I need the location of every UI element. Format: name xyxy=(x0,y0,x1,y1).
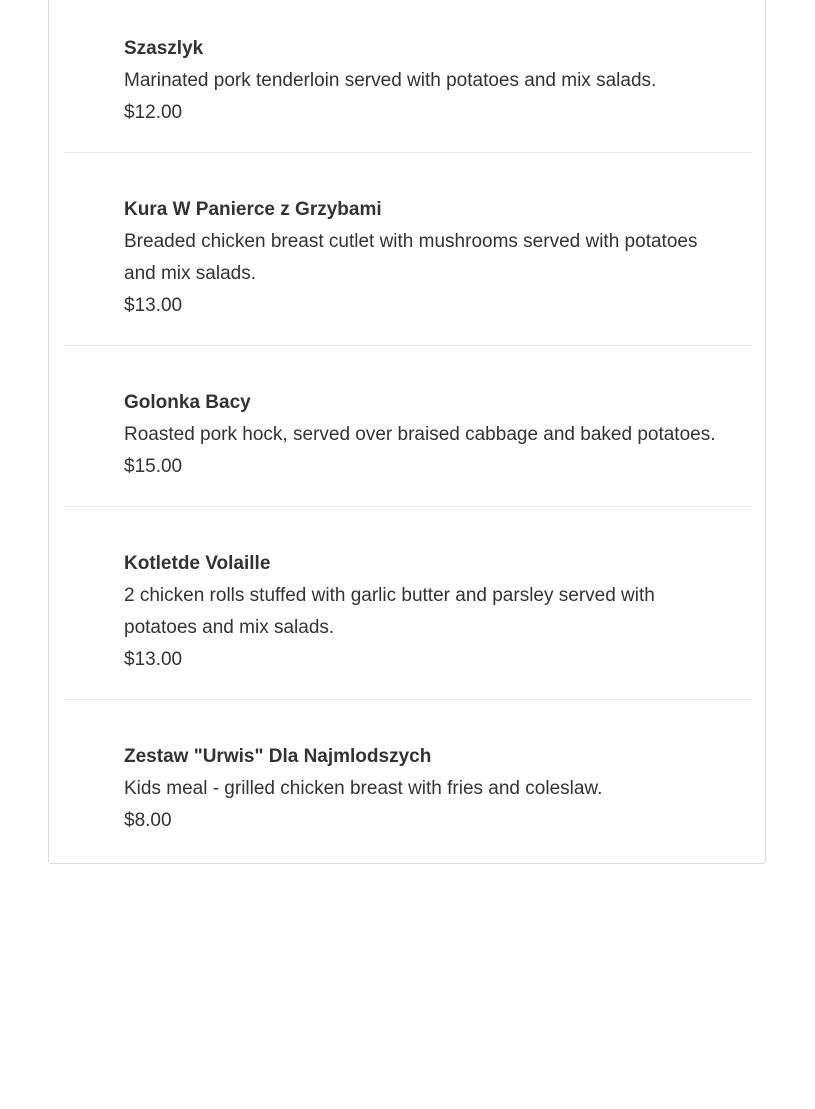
menu-item-description: Kids meal - grilled chicken breast with fries and coleslaw. xyxy=(124,778,603,799)
menu-item-price: $15.00 xyxy=(124,456,183,477)
menu-item[interactable] xyxy=(64,507,752,700)
menu-item-name: Golonka Bacy xyxy=(124,392,251,413)
menu-item-description: 2 chicken rolls stuffed with garlic butter and parsley served with potatoes and mix salads. xyxy=(124,585,655,638)
menu-item-text xyxy=(124,548,714,676)
menu-item[interactable] xyxy=(64,346,752,507)
menu-item[interactable] xyxy=(64,700,752,864)
menu-item-price: $13.00 xyxy=(124,649,183,670)
menu-item[interactable] xyxy=(64,0,752,153)
menu-item-name: Kotletde Volaille xyxy=(124,553,271,574)
menu-item-name: Szaszlyk xyxy=(124,38,204,59)
menu-item-name: Kura W Panierce z Grzybami xyxy=(124,199,382,220)
menu-item-price: $8.00 xyxy=(124,810,172,831)
menu-item-price: $12.00 xyxy=(124,102,183,123)
menu-item-text xyxy=(124,194,714,322)
menu-item-name: Zestaw "Urwis" Dla Najmlodszych xyxy=(124,746,432,767)
menu-item-text xyxy=(124,33,714,129)
menu-item-text xyxy=(124,741,714,837)
menu-item-description: Marinated pork tenderloin served with potatoes and mix salads. xyxy=(124,70,657,91)
menu-item-description: Roasted pork hock, served over braised cabbage and baked potatoes. xyxy=(124,424,716,445)
menu-item-price: $13.00 xyxy=(124,295,183,316)
menu-item-description: Breaded chicken breast cutlet with mushrooms served with potatoes and mix salads. xyxy=(124,231,698,284)
menu-card xyxy=(48,0,766,864)
menu-item-text xyxy=(124,387,714,483)
menu-item[interactable] xyxy=(64,153,752,346)
